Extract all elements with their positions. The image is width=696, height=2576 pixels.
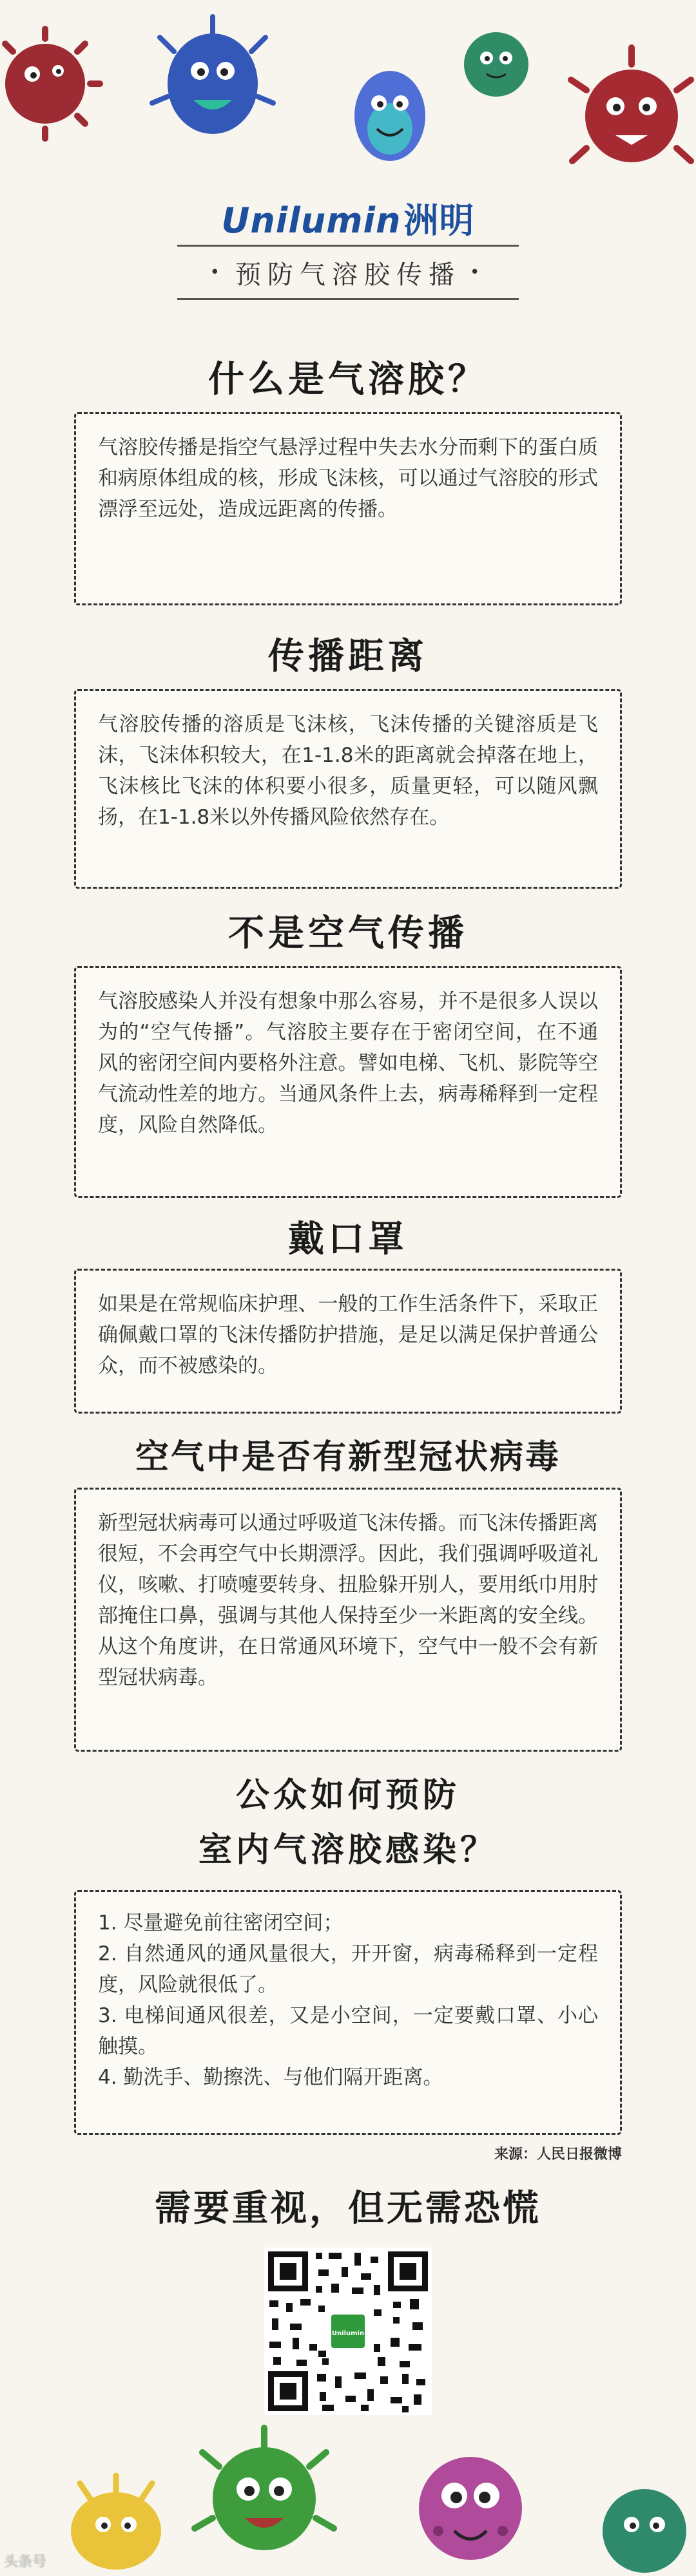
germ-purple-icon: [335, 45, 445, 174]
germ-blue-icon: [148, 13, 277, 155]
bottom-germs-illustration: [0, 2421, 696, 2576]
brand-logo: [0, 193, 696, 243]
brand-chinese: 洲明: [403, 200, 475, 241]
section-heading: 不是空气传播: [228, 913, 468, 954]
prevent-box: [74, 1890, 622, 2135]
list-item: 4. 勤洗手、勤擦洗、与他们隔开距离。: [98, 2066, 443, 2089]
germ-crimson-icon: [554, 39, 696, 180]
section-heading: 戴口罩: [288, 1218, 408, 1260]
section-box: [74, 966, 622, 1198]
section-body: 新型冠状病毒可以通过呼吸道飞沫传播。而飞沫传播距离很短，不会再空气中长期漂浮。因此，我们强调呼吸道礼仪，咳嗽、打喷嚏要转身、扭脸躲开别人，要用纸巾用肘部掩住口鼻，强调与其他人保持至少一米距离的安全线。从这个角度讲，在日常通风环境下，空气中一般不会有新型冠状病毒。: [98, 1511, 598, 1689]
section-box: [74, 412, 622, 605]
section-body: 气溶胶传播是指空气悬浮过程中失去水分而剩下的蛋白质和病原体组成的核，形成飞沫核，可以通过气溶胶的形式漂浮至远处，造成远距离的传播。: [98, 436, 598, 521]
section-heading: 空气中是否有新型冠状病毒: [135, 1438, 561, 1477]
germ-magenta-icon: [400, 2434, 541, 2576]
germ-red-icon: [0, 26, 103, 142]
section-box: [74, 1488, 622, 1752]
prevent-heading-line2: 室内气溶胶感染？: [198, 1831, 498, 1870]
germ-yellow-icon: [52, 2460, 180, 2576]
bullet-icon: •: [209, 263, 226, 282]
subtitle: 预防气溶胶传播: [235, 260, 461, 290]
brand-latin: Unilumin: [221, 200, 401, 241]
bullet-icon: •: [470, 263, 487, 282]
prevent-heading-line1: 公众如何预防: [235, 1776, 460, 1815]
list-item: 2. 自然通风的通风量很大，开开窗，病毒稀释到一定程度，风险就很低了。: [98, 1942, 598, 1996]
list-item: 1. 尽量避免前往密闭空间；: [98, 1911, 343, 1935]
germ-green-icon: [451, 19, 541, 109]
subtitle-banner: [177, 245, 519, 300]
section-heading: 什么是气溶胶？: [208, 359, 488, 401]
germ-teal-icon: [580, 2467, 696, 2576]
section-box: [74, 689, 622, 889]
top-germs-illustration: [0, 0, 696, 187]
watermark: 头条号: [4, 2554, 47, 2570]
qr-logo: Unilumin: [329, 2312, 367, 2351]
section-heading: 传播距离: [268, 636, 428, 677]
section-body: 气溶胶感染人并没有想象中那么容易，并不是很多人误以为的“空气传播”。气溶胶主要存在于密闭空间，在不通风的密闭空间内要格外注意。譬如电梯、飞机、影院等空气流动性差的地方。当通风条件上去，病毒稀释到一定程度，风险自然降低。: [98, 990, 598, 1137]
germ-green-large-icon: [187, 2421, 342, 2576]
section-box: [74, 1269, 622, 1414]
qr-code[interactable]: [264, 2248, 432, 2415]
source-credit: 来源：人民日报微博: [494, 2146, 622, 2163]
section-body: 气溶胶传播的溶质是飞沫核，飞沫传播的关键溶质是飞沫，飞沫体积较大，在1-1.8米的距离就会掉落在地上，飞沫核比飞沫的体积要小很多，质量更轻，可以随风飘扬，在1-1.8米以外传播风险依然存在。: [98, 713, 598, 829]
slogan: 需要重视，但无需恐慌: [155, 2188, 541, 2230]
list-item: 3. 电梯间通风很差，又是小空间，一定要戴口罩、小心触摸。: [98, 2004, 598, 2058]
section-body: 如果是在常规临床护理、一般的工作生活条件下，采取正确佩戴口罩的飞沫传播防护措施，是足以满足保护普通公众，而不被感染的。: [98, 1293, 598, 1378]
